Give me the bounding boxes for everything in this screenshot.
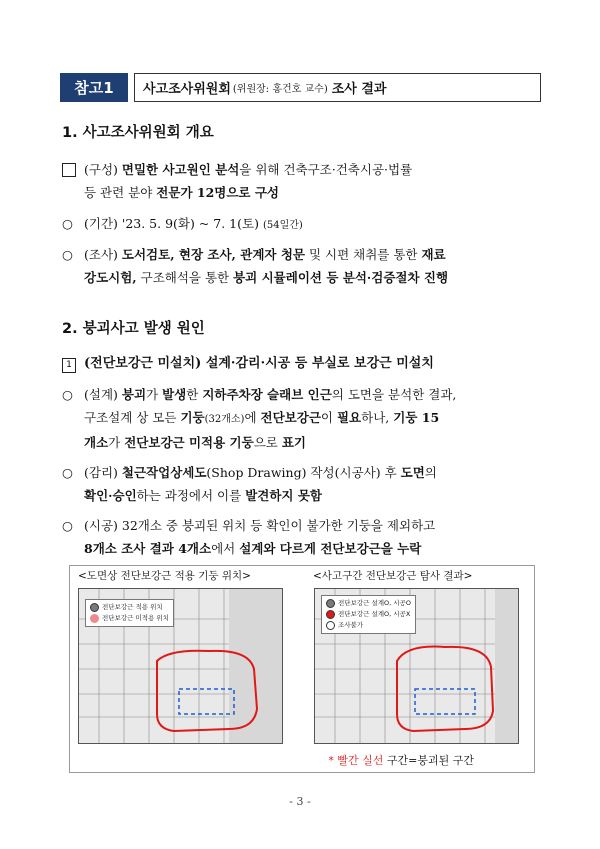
header-title-sub: (위원장: 홍건호 교수)	[232, 84, 328, 95]
item-bold: 강도시험,	[84, 270, 137, 285]
circle-bullet-icon: ○	[62, 247, 73, 262]
item-text: 등 관련 분야	[84, 185, 157, 200]
page-number: - 3 -	[289, 795, 311, 808]
section1-item-composition	[62, 158, 552, 204]
red-dot-icon	[326, 610, 335, 619]
circle-bullet-icon: ○	[62, 387, 73, 402]
left-legend: 전단보강근 적용 위치 전단보강근 미적용 위치	[85, 599, 174, 627]
circle-bullet-icon: ○	[62, 465, 73, 480]
section2-item-construction: ○ (시공) 32개소 중 붕괴된 위치 등 확인이 불가한 기둥을 제외하고 8개소 조사 결과 4개소에서 설계와 다르게 전단보강근을 누락	[62, 514, 552, 560]
section1-title: 1. 사고조사위원회 개요	[62, 125, 214, 141]
section2-title: 2. 붕괴사고 발생 원인	[62, 321, 205, 337]
section2-head	[62, 352, 552, 375]
header-title-box	[134, 73, 541, 102]
header-title-end: 조사 결과	[331, 82, 387, 97]
gray-dot-icon	[90, 603, 99, 612]
item-lead: (시공)	[84, 518, 118, 533]
checkbox-icon	[62, 158, 76, 184]
gray-dot-icon	[326, 599, 335, 608]
circle-bullet-icon: ○	[62, 216, 73, 231]
pink-dot-icon	[90, 614, 99, 623]
figure-note	[328, 752, 474, 768]
section2-head-text: (전단보강근 미설치) 설계·감리·시공 등 부실로 보강근 미설치	[84, 356, 434, 371]
right-floor-plan	[314, 588, 519, 744]
section1-item-period	[62, 212, 552, 237]
item-bold: 붕괴 시뮬레이션 등 분석·검증절차 진행	[233, 270, 449, 285]
item-lead: (감리)	[84, 465, 118, 480]
section2-item-supervision: ○ (감리) 철근작업상세도(Shop Drawing) 작성(시공사) 후 도면의 확인·승인하는 과정에서 이를 발견하지 못함	[62, 461, 552, 507]
item-bold: 전문가 12명으로 구성	[156, 185, 279, 200]
reference-tag: 참고1	[60, 73, 128, 102]
item-text: 구조해석을 통한	[136, 270, 234, 285]
circle-bullet-icon: ○	[62, 518, 73, 533]
item-lead: (조사)	[84, 247, 118, 262]
right-legend: 전단보강근 설계O, 시공O 전단보강근 설계O, 시공X 조사불가	[321, 595, 416, 634]
header-title-main: 사고조사위원회	[143, 82, 231, 97]
left-caption: <도면상 전단보강근 적용 기둥 위치>	[78, 570, 251, 582]
item-text: 을 위해 건축구조·건축시공·법률	[239, 162, 413, 177]
white-dot-icon	[326, 621, 335, 630]
left-floor-plan	[78, 588, 283, 744]
item-lead: (설계)	[84, 387, 118, 402]
section2-item-design: ○ (설계) 붕괴가 발생한 지하주차장 슬래브 인근의 도면을 분석한 결과, 구조설계 상 모든 기둥(32개소)에 전단보강근이 필요하나, 기둥 15 개소가 전단보강근 미적용 기둥으로 표기	[62, 383, 552, 454]
number-box-icon: 1	[62, 352, 76, 375]
item-bold: 면밀한 사고원인 분석	[121, 162, 240, 177]
note-text: 구간=붕괴된 구간	[383, 754, 474, 767]
red-star-icon: *	[328, 754, 338, 767]
item-bold: 재료	[421, 247, 446, 262]
comparison-figure	[69, 565, 535, 773]
section1-item-investigation	[62, 243, 552, 289]
item-bold: 도서검토, 현장 조사, 관계자 청문	[121, 247, 305, 262]
note-red-text: 빨간 실선	[337, 754, 384, 767]
item-lead: (기간)	[84, 216, 118, 231]
item-lead: (구성)	[84, 162, 118, 177]
item-small: (54일간)	[262, 220, 303, 231]
right-caption: <사고구간 전단보강근 탐사 결과>	[313, 570, 473, 582]
reference-header	[60, 73, 541, 102]
item-text: '23. 5. 9(화) ~ 7. 1(토)	[121, 216, 259, 231]
item-text: 및 시편 채취를 통한	[304, 247, 422, 262]
